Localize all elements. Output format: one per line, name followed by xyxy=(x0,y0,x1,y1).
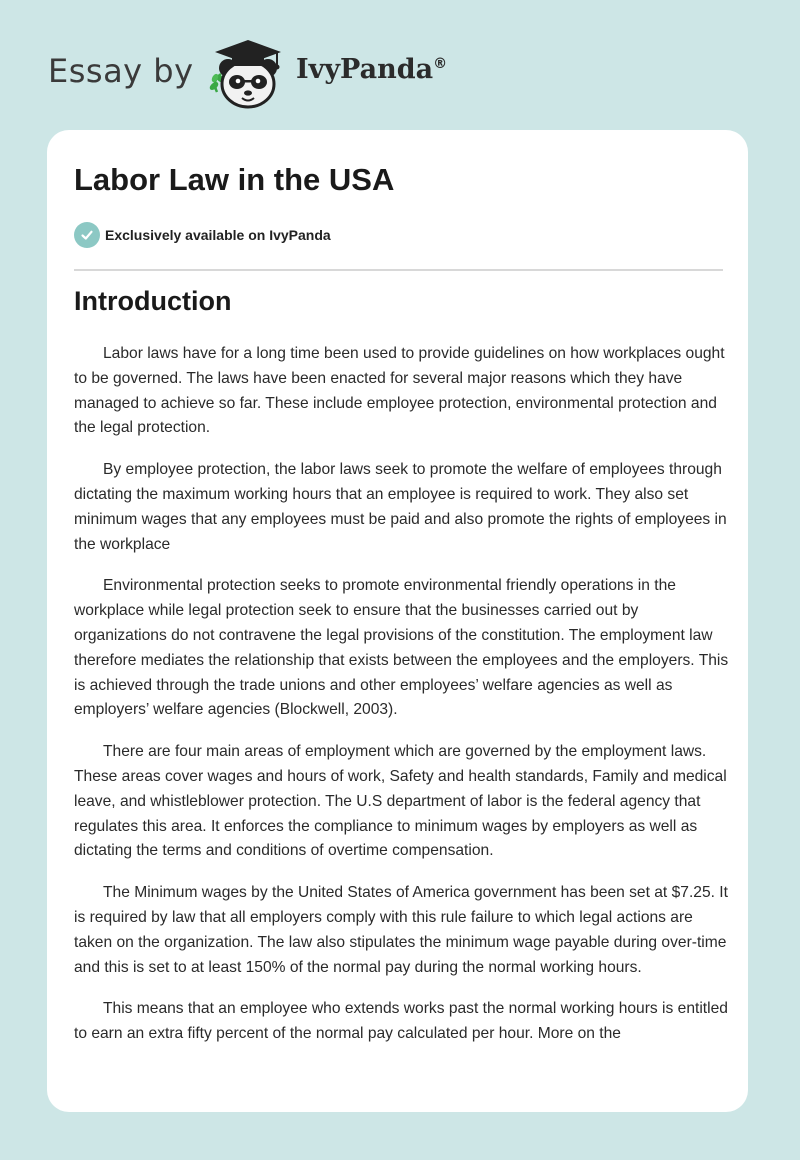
divider xyxy=(74,269,723,271)
essay-by-label: Essay by xyxy=(48,52,194,90)
paragraph: The Minimum wages by the United States of America government has been set at $7.25. It is required by law that all employers comply with this rule failure to which legal actions are taken on the organization. The law also stipulates the minimum wage payable during over-time and this is set to at least 150% of the normal pay during the normal working hours. xyxy=(74,884,728,976)
exclusive-label: Exclusively available on IvyPanda xyxy=(105,227,331,243)
brand-name[interactable]: IvyPanda® xyxy=(296,54,448,85)
essay-card xyxy=(47,130,748,1112)
section-heading: Introduction xyxy=(74,286,232,316)
paragraph: There are four main areas of employment which are governed by the employment laws. These areas cover wages and hours of work, Safety and health standards, Family and medical leave, and whistleblower protection. The U.S department of labor is the federal agency that regulates this area. It enforces the compliance to minimum wages by employers as well as dictating the terms and conditions of overtime compensation. xyxy=(74,743,727,860)
paragraph: This means that an employee who extends works past the normal working hours is entitled to earn an extra fifty percent of the normal pay calculated per hour. More on the xyxy=(74,1000,728,1043)
essay-body xyxy=(74,342,730,1064)
site-header xyxy=(48,34,508,110)
registered-mark: ® xyxy=(433,56,448,72)
panda-logo-icon[interactable] xyxy=(203,34,293,110)
page-title: Labor Law in the USA xyxy=(74,162,395,197)
check-icon xyxy=(74,222,100,248)
paragraph: Environmental protection seeks to promote environmental friendly operations in the workplace while legal protection seek to ensure that the businesses carried out by organizations do not contravene the legal provisions of the constitution. The employment law therefore mediates the relationship that exists between the employees and the employers. This is achieved through the trade unions and other employees’ welfare agencies as well as employers’ welfare agencies (Blockwell, 2003). xyxy=(74,577,729,719)
paragraph: Labor laws have for a long time been used to provide guidelines on how workplaces ought to be governed. The laws have been enacted for several major reasons which they have managed to achieve so far. These include employee protection, environmental protection and the legal protection. xyxy=(74,345,725,437)
exclusive-badge xyxy=(74,222,331,248)
paragraph: By employee protection, the labor laws seek to promote the welfare of employees through dictating the maximum working hours that an employee is required to work. They also set minimum wages that any employees must be paid and also promote the rights of employees in the workplace xyxy=(74,461,727,553)
